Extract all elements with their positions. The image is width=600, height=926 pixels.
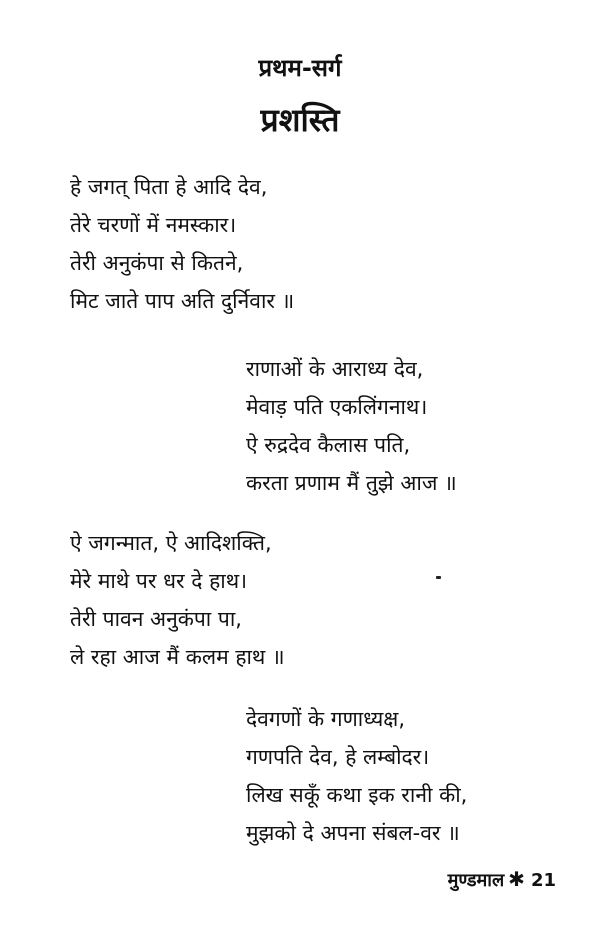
verse-line: ऐ जगन्मात, ऐ आदिशक्ति, — [70, 531, 272, 555]
verse-line: देवगणों के गणाध्यक्ष, — [246, 707, 406, 731]
stanza-1 — [70, 168, 294, 320]
book-title: मुण्डमाल — [447, 870, 505, 891]
stanza-4 — [246, 700, 467, 852]
verse-line: करता प्रणाम मैं तुझे आज ॥ — [246, 471, 457, 495]
verse-line: तेरी पावन अनुकंपा पा, — [70, 607, 242, 631]
verse-line: हे जगत् पिता हे आदि देव, — [70, 175, 268, 199]
verse-line: तेरे चरणों में नमस्कार। — [70, 213, 237, 237]
stanza-3 — [70, 524, 285, 676]
page-footer — [448, 866, 556, 894]
verse-line: मेवाड़ पति एकलिंगनाथ। — [246, 395, 428, 419]
verse-line: तेरी अनुकंपा से कितने, — [70, 251, 244, 275]
poem-title: प्रशस्ति — [260, 101, 340, 139]
verse-line: मुझको दे अपना संबल-वर ॥ — [246, 821, 460, 845]
verse-line: गणपति देव, हे लम्बोदर। — [246, 745, 430, 769]
verse-line: मिट जाते पाप अति दुर्निवार ॥ — [70, 289, 295, 313]
ink-speck — [436, 576, 441, 579]
verse-line: लिख सकूँ कथा इक रानी की, — [246, 783, 468, 807]
asterisk-star-icon: ✱ — [508, 867, 525, 891]
verse-line: मेरे माथे पर धर दे हाथ। — [70, 569, 248, 593]
page-number: 21 — [530, 870, 556, 891]
verse-line: ऐ रुद्रदेव कैलास पति, — [246, 433, 411, 457]
verse-line: ले रहा आज मैं कलम हाथ ॥ — [70, 645, 285, 669]
chapter-heading: प्रथम-सर्ग — [258, 54, 342, 82]
stanza-2 — [246, 350, 457, 502]
verse-line: राणाओं के आराध्य देव, — [246, 357, 424, 381]
